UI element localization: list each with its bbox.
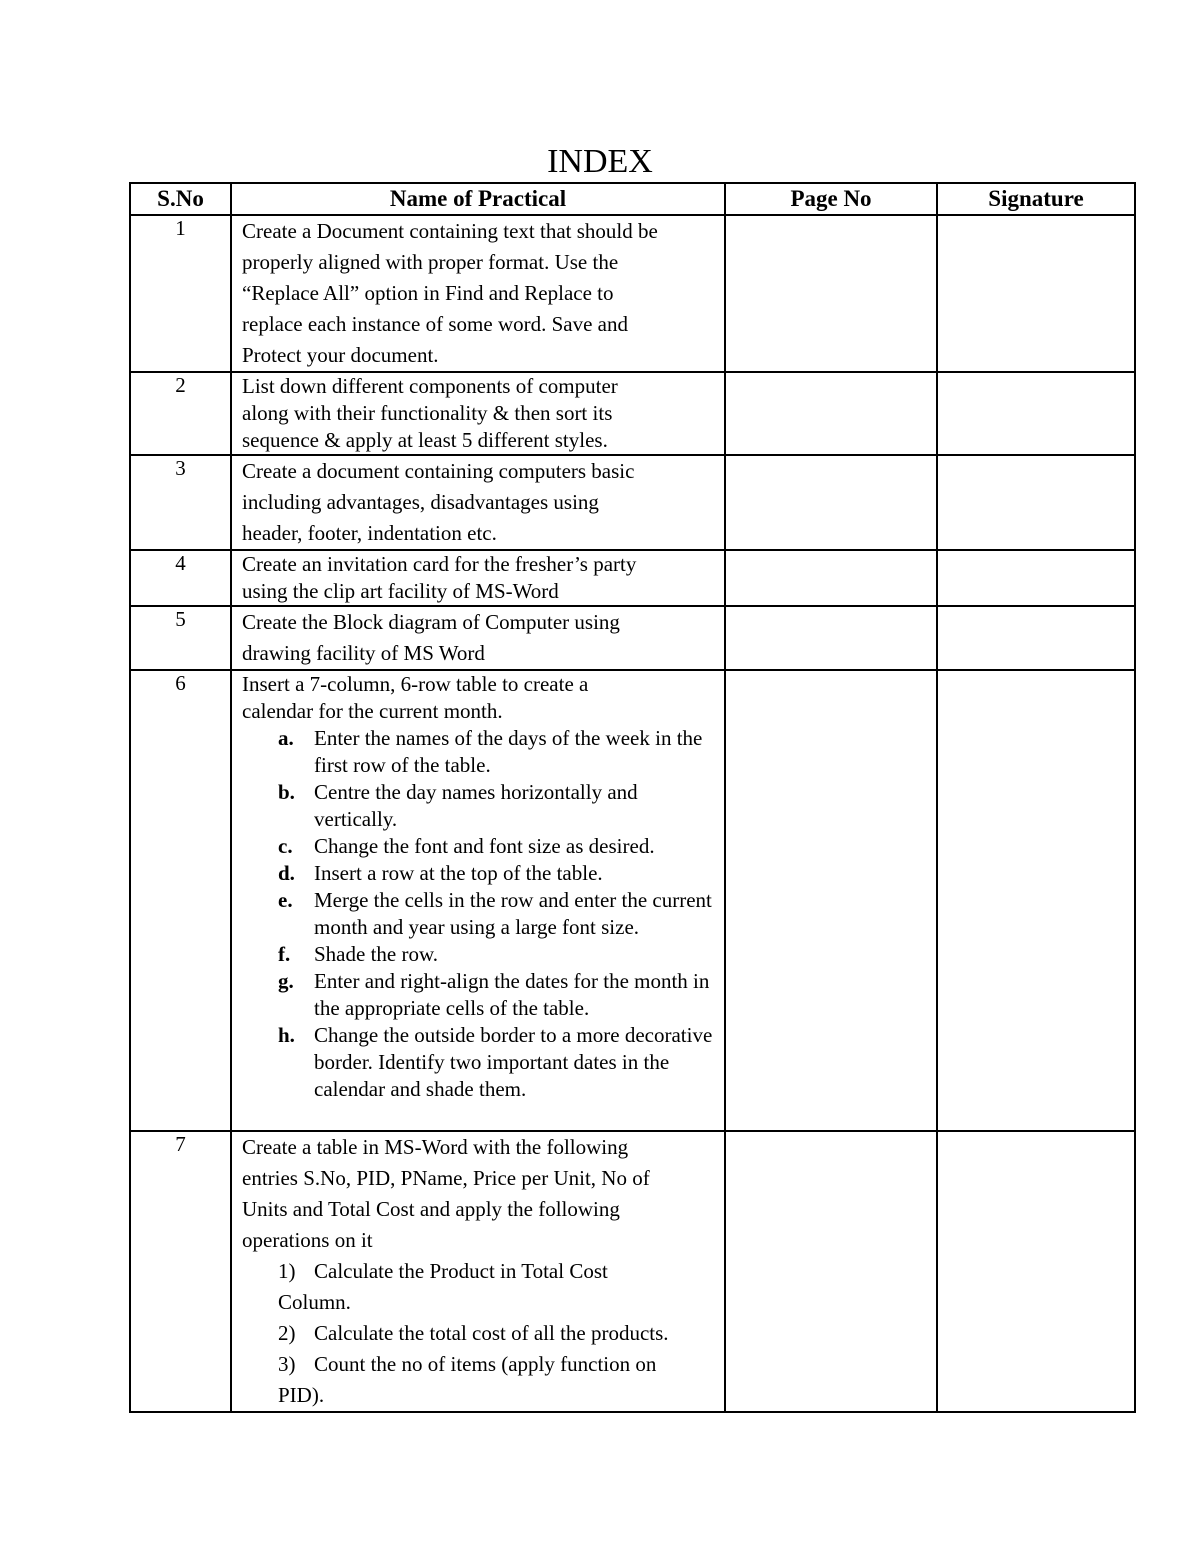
list-marker: d. [278,861,295,885]
list-item [278,941,714,968]
list-marker: e. [278,888,293,912]
text-line: operations on it [242,1228,373,1252]
row-signature [937,215,1135,372]
list-marker: 3) [278,1352,296,1376]
list-marker: f. [278,942,291,966]
row-sno: 1 [130,215,231,372]
row-practical-name [231,372,725,455]
list-text: Centre the day names horizontally and vertically. [314,780,638,831]
list-item [278,725,714,779]
list-marker: h. [278,1023,295,1047]
text-line: Protect your document. [242,343,439,367]
row-page-no [725,550,937,606]
list-marker: 1) [278,1259,296,1283]
text-line: sequence & apply at least 5 different styles. [242,428,608,452]
table-row [130,1131,1135,1412]
list-item [278,1256,714,1318]
row-practical-name [231,606,725,670]
table-row [130,455,1135,550]
list-item [278,779,714,833]
header-page: Page No [725,183,937,215]
table-row [130,215,1135,372]
text-line: Create a table in MS-Word with the following [242,1135,629,1159]
index-table [129,182,1136,1413]
list-item [278,833,714,860]
list-text: Enter the names of the days of the week in the first row of the table. [314,726,703,777]
row-sno: 3 [130,455,231,550]
row-page-no [725,670,937,1131]
list-item [278,860,714,887]
text-line: Create a document containing computers basic [242,459,635,483]
table-row [130,550,1135,606]
row-signature [937,372,1135,455]
row-practical-name [231,1131,725,1412]
row-signature [937,606,1135,670]
row-signature [937,550,1135,606]
text-line: Create an invitation card for the fresher’s party [242,552,637,576]
list-text-continued: Column. [278,1290,351,1314]
header-row [130,183,1135,215]
lettered-list [242,725,714,1103]
header-sno: S.No [130,183,231,215]
list-item [278,1349,714,1411]
row-practical-name [231,670,725,1131]
text-line: using the clip art facility of MS-Word [242,579,559,603]
row-signature [937,455,1135,550]
list-marker: b. [278,780,295,804]
table-row [130,372,1135,455]
text-line: including advantages, disadvantages using [242,490,599,514]
row-sno: 4 [130,550,231,606]
header-signature: Signature [937,183,1135,215]
list-item [278,887,714,941]
list-marker: g. [278,969,294,993]
row-sno: 7 [130,1131,231,1412]
text-line: along with their functionality & then sort its [242,401,613,425]
text-line: “Replace All” option in Find and Replace to [242,281,614,305]
text-line: List down different components of computer [242,374,618,398]
list-text: Change the font and font size as desired. [314,834,655,858]
list-item [278,1022,714,1103]
list-text: Shade the row. [314,942,439,966]
header-name: Name of Practical [231,183,725,215]
list-item [278,1318,714,1349]
row-practical-name [231,550,725,606]
table-row [130,606,1135,670]
text-line: entries S.No, PID, PName, Price per Unit, No of [242,1166,650,1190]
list-marker: a. [278,726,294,750]
text-line: Units and Total Cost and apply the following [242,1197,620,1221]
list-marker: c. [278,834,293,858]
text-line: properly aligned with proper format. Use the [242,250,619,274]
row-page-no [725,1131,937,1412]
text-line: calendar for the current month. [242,699,503,723]
row-page-no [725,372,937,455]
list-text: Calculate the Product in Total Cost [314,1259,608,1283]
list-text: Calculate the total cost of all the products. [314,1321,669,1345]
row-sno: 6 [130,670,231,1131]
list-marker: 2) [278,1321,296,1345]
numbered-list [242,1256,714,1411]
list-text: Merge the cells in the row and enter the current month and year using a large font size. [314,888,712,939]
row-page-no [725,215,937,372]
row-sno: 5 [130,606,231,670]
row-practical-name [231,455,725,550]
table-row [130,670,1135,1131]
list-text: Enter and right-align the dates for the month in the appropriate cells of the table. [314,969,710,1020]
row-page-no [725,455,937,550]
text-line: Insert a 7-column, 6-row table to create a [242,672,589,696]
list-text-continued: PID). [278,1383,325,1407]
text-line: header, footer, indentation etc. [242,521,497,545]
list-text: Count the no of items (apply function on [314,1352,657,1376]
row-signature [937,1131,1135,1412]
row-sno: 2 [130,372,231,455]
row-signature [937,670,1135,1131]
row-practical-name [231,215,725,372]
text-line: Create a Document containing text that should be [242,219,658,243]
row-page-no [725,606,937,670]
text-line: drawing facility of MS Word [242,641,485,665]
page-title: INDEX [547,143,653,180]
list-item [278,968,714,1022]
text-line: replace each instance of some word. Save and [242,312,628,336]
list-text: Insert a row at the top of the table. [314,861,603,885]
text-line: Create the Block diagram of Computer using [242,610,620,634]
list-text: Change the outside border to a more decorative border. Identify two important dates in the calendar and shade them. [314,1023,713,1101]
